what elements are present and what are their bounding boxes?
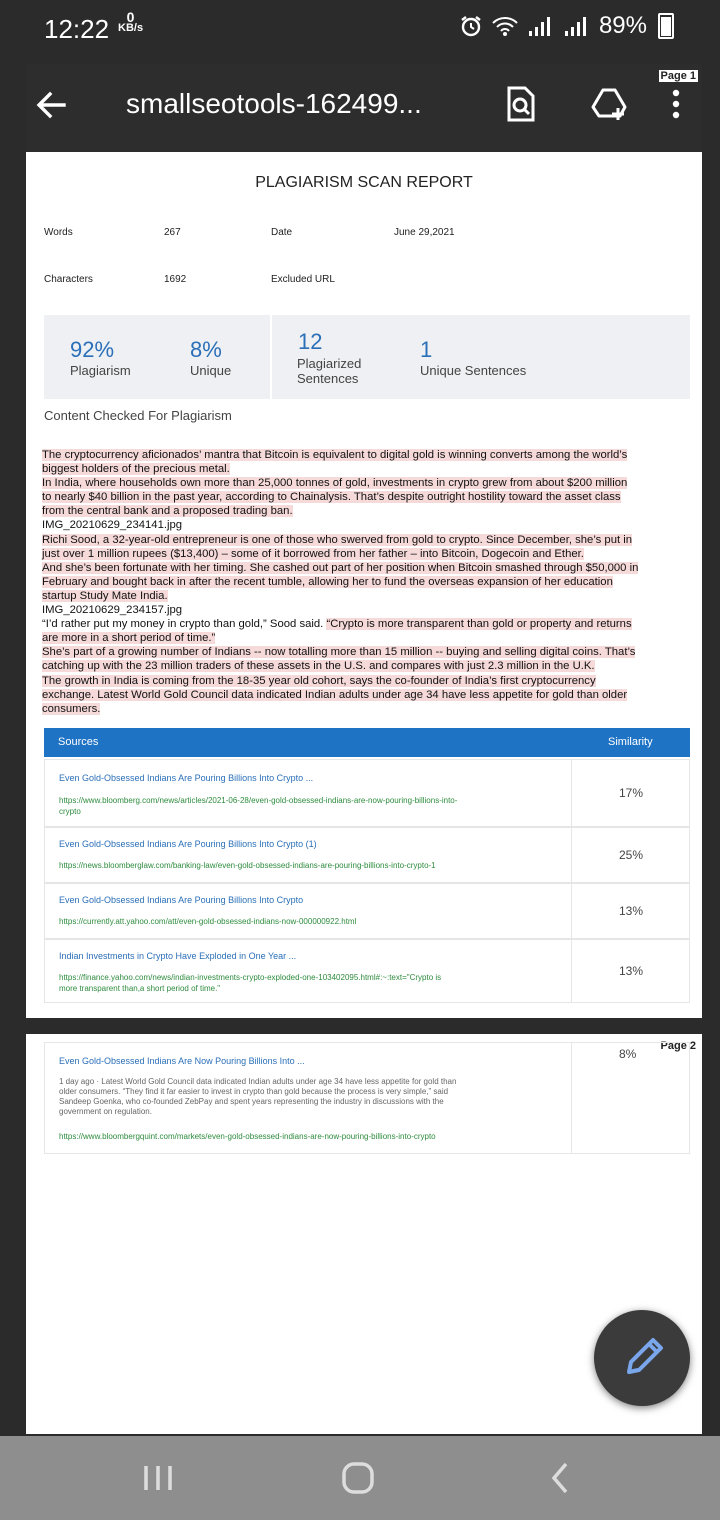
source-snippet: older consumers. “They find it far easier to invest in crypto than gold because the process is very simple,” said <box>59 1087 449 1096</box>
content-checked-heading: Content Checked For Plagiarism <box>44 408 232 423</box>
network-speed-value: 0 <box>126 9 135 25</box>
more-options-icon[interactable] <box>668 86 684 122</box>
excluded-url-label: Excluded URL <box>271 274 335 285</box>
content-line <box>42 645 690 659</box>
content-line <box>42 589 690 603</box>
highlighted-text: She’s part of a growing number of Indians -- now totalling more than 15 million -- buying and selling digital coins. That’s <box>42 646 636 659</box>
source-title[interactable]: Even Gold-Obsessed Indians Are Pouring Billions Into Crypto <box>59 895 304 905</box>
source-url[interactable]: https://currently.att.yahoo.com/att/even-gold-obsessed-indians-now-000000922.html <box>59 917 357 926</box>
content-line <box>42 575 690 589</box>
content-line <box>42 448 690 462</box>
content-line <box>42 476 690 490</box>
plagiarized-sentences-label-2: Sentences <box>297 371 359 386</box>
content-line <box>42 603 690 617</box>
content-line <box>42 547 690 561</box>
stats-panel <box>44 315 690 399</box>
content-text-plain: “I’d rather put my money in crypto than gold,” Sood said. <box>42 618 327 631</box>
highlighted-text: catching up with the 23 million traders of these assets in the U.S. and compares with just 2.3 million in the U.K. <box>42 660 595 673</box>
content-line <box>42 688 690 702</box>
add-to-drive-icon[interactable] <box>590 86 630 122</box>
content-line <box>42 518 690 532</box>
date-label: Date <box>271 227 293 238</box>
checked-content <box>42 448 690 716</box>
characters-label: Characters <box>44 274 93 285</box>
content-line <box>42 631 690 645</box>
source-similarity: 13% <box>619 964 644 978</box>
highlighted-text: Richi Sood, a 32-year-old entrepreneur is one of those who swerved from gold to crypto. Since December, she’s put in <box>42 533 633 546</box>
content-line <box>42 490 690 504</box>
source-url-cont[interactable]: crypto <box>59 807 81 816</box>
source-url[interactable]: https://www.bloomberg.com/news/articles/2021-06-28/even-gold-obsessed-indians-are-now-pouring-billions-into- <box>59 796 458 805</box>
date-value: June 29,2021 <box>394 227 455 238</box>
highlighted-text: February and bought back in after the recent tumble, allowing her to fund the overseas expansion of her education <box>42 575 613 588</box>
highlighted-text: consumers. <box>42 702 101 715</box>
source-row[interactable] <box>44 939 690 1003</box>
highlighted-text: exchange. Latest World Gold Council data indicated Indian adults under age 34 have less appetite for gold than older <box>42 688 628 701</box>
words-value: 267 <box>164 227 181 238</box>
network-speed-unit: KB/s <box>118 22 144 34</box>
highlighted-text: biggest holders of the precious metal. <box>42 463 230 476</box>
network-speed <box>118 9 144 34</box>
source-similarity: 17% <box>619 786 644 800</box>
content-line <box>42 659 690 673</box>
battery-icon <box>658 13 674 39</box>
unique-label: Unique <box>190 363 232 378</box>
edit-fab[interactable] <box>594 1310 690 1406</box>
battery-percent: 89% <box>598 12 647 39</box>
highlighted-text: And she’s been fortunate with her timing. She cashed out part of her position when Bitcoin smashed through $50,000 in <box>42 561 639 574</box>
characters-value: 1692 <box>164 274 187 285</box>
source-row[interactable] <box>44 883 690 939</box>
wifi-icon <box>491 15 519 37</box>
source-row[interactable] <box>44 827 690 883</box>
source-similarity: 25% <box>619 848 644 862</box>
signal-icon-2 <box>563 15 591 37</box>
content-line <box>42 533 690 547</box>
back-nav-icon[interactable] <box>536 1458 584 1498</box>
highlighted-text: to nearly $40 billion in the past year, according to Chainalysis. That’s despite outright hostility toward the asset class <box>42 491 621 504</box>
source-url[interactable]: https://news.bloomberglaw.com/banking-law/even-gold-obsessed-indians-are-pouring-billions-into-crypto-1 <box>59 861 436 870</box>
sources-header-label: Sources <box>58 736 99 748</box>
highlighted-text: The cryptocurrency aficionados’ mantra that Bitcoin is equivalent to digital gold is winning converts among the world’s <box>42 449 628 461</box>
highlighted-text: The growth in India is coming from the 18-35 year old cohort, says the co-founder of India’s first cryptocurrency <box>42 674 596 687</box>
source-url-cont[interactable]: more transparent than,a short period of time." <box>59 984 221 993</box>
source-snippet: government on regulation. <box>59 1107 152 1116</box>
status-icons <box>459 12 674 40</box>
document-title: smallseotools-162499... <box>126 88 422 119</box>
similarity-header-label: Similarity <box>608 736 653 748</box>
row-divider <box>571 884 572 938</box>
content-text: IMG_20210629_234141.jpg <box>42 519 183 532</box>
find-in-page-icon[interactable] <box>504 86 538 122</box>
pencil-icon <box>594 1310 690 1406</box>
row-divider <box>571 940 572 1002</box>
highlighted-text: “Crypto is more transparent than gold or property and returns <box>326 618 632 631</box>
recent-apps-icon[interactable] <box>134 1458 182 1498</box>
stats-divider <box>270 315 272 399</box>
plagiarism-percent: 92% <box>70 337 115 362</box>
row-divider <box>571 1043 572 1153</box>
signal-icon <box>527 15 555 37</box>
words-label: Words <box>44 227 73 238</box>
highlighted-text: from the central bank and a proposed trading ban. <box>42 505 293 518</box>
row-divider <box>571 760 572 826</box>
status-bar <box>0 0 720 58</box>
plagiarized-sentences-label-1: Plagiarized <box>297 356 362 371</box>
content-line <box>42 702 690 716</box>
source-title[interactable]: Even Gold-Obsessed Indians Are Pouring Billions Into Crypto ... <box>59 773 314 783</box>
content-line <box>42 504 690 518</box>
content-text: IMG_20210629_234157.jpg <box>42 604 183 617</box>
plagiarized-sentences-count: 12 <box>298 329 323 354</box>
source-snippet: 1 day ago · Latest World Gold Council data indicated Indian adults under age 34 have less appetite for gold than <box>59 1077 457 1086</box>
plagiarism-label: Plagiarism <box>70 363 131 378</box>
content-line <box>42 674 690 688</box>
alarm-icon <box>459 14 483 38</box>
content-line <box>42 561 690 575</box>
source-similarity: 13% <box>619 904 644 918</box>
highlighted-text: In India, where households own more than 25,000 tonnes of gold, investments in crypto grew from about $200 million <box>42 477 628 490</box>
unique-sentences-label: Unique Sentences <box>420 363 527 378</box>
source-title[interactable]: Indian Investments in Crypto Have Exploded in One Year ... <box>59 951 297 961</box>
system-navigation-bar <box>0 1436 720 1520</box>
highlighted-text: just over 1 million rupees ($13,400) – some of it borrowed from her father – into Bitcoin, Dogecoin and Ether. <box>42 547 584 560</box>
top-app-bar <box>26 64 702 152</box>
content-line <box>42 617 690 631</box>
source-url[interactable]: https://www.bloombergquint.com/markets/even-gold-obsessed-indians-are-now-pouring-billions-into-crypto <box>59 1132 436 1141</box>
row-divider <box>571 828 572 882</box>
content-line <box>42 462 690 476</box>
source-title[interactable]: Even Gold-Obsessed Indians Are Now Pouring Billions Into ... <box>59 1056 305 1066</box>
source-title[interactable]: Even Gold-Obsessed Indians Are Pouring Billions Into Crypto (1) <box>59 839 317 849</box>
highlighted-text: startup Study Mate India. <box>42 589 168 602</box>
source-row[interactable] <box>44 1042 690 1154</box>
report-title: PLAGIARISM SCAN REPORT <box>255 174 473 191</box>
source-snippet: Sandeep Goenka, who co-founded ZebPay and spent years representing the industry in discussions with the <box>59 1097 444 1106</box>
status-time: 12:22 <box>44 14 110 44</box>
page-2-indicator: Page 2 <box>660 1040 696 1052</box>
unique-percent: 8% <box>190 337 222 362</box>
sources-header <box>44 728 690 757</box>
back-arrow-icon[interactable] <box>34 88 68 122</box>
highlighted-text: are more in a short period of time.” <box>42 632 216 645</box>
unique-sentences-count: 1 <box>420 337 433 362</box>
source-url[interactable]: https://finance.yahoo.com/news/indian-investments-crypto-exploded-one-103402095.html#:~:text="Crypto is <box>59 973 442 982</box>
page-indicator: Page 1 <box>660 70 696 82</box>
home-icon[interactable] <box>334 1458 382 1498</box>
source-similarity: 8% <box>619 1047 637 1061</box>
pdf-page-1 <box>26 152 702 1018</box>
source-row[interactable] <box>44 759 690 827</box>
